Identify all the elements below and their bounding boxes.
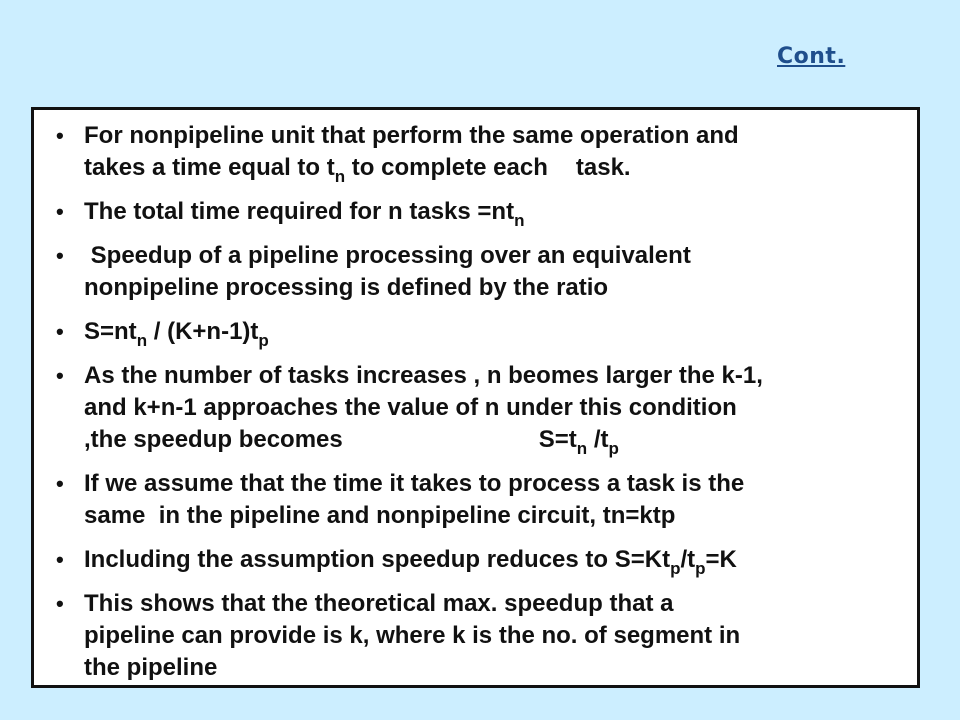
bullet-text: =K — [705, 546, 737, 573]
subscript: n — [334, 167, 346, 186]
bullet-text: For nonpipeline unit that perform the same operation and — [84, 122, 739, 149]
bullet-text: The total time required for n tasks =nt — [84, 198, 515, 225]
bullet-text: / (K+n-1)t — [147, 318, 259, 345]
subscript: p — [608, 439, 619, 458]
bullet-item-total-time — [54, 196, 904, 228]
bullet-marker: • — [56, 123, 64, 148]
bullet-item-speedup-reduces — [54, 544, 904, 576]
bullet-item-tasks-increase — [54, 360, 904, 456]
bullet-text: task. — [575, 154, 631, 181]
bullet-text: the pipeline — [84, 654, 218, 681]
bullet-item-speedup-formula — [54, 316, 904, 348]
bullet-text: If we assume that the time it takes to process a task is the — [84, 470, 745, 497]
bullet-text: pipeline can provide is k, where k is the no. of segment in — [84, 622, 741, 649]
bullet-marker: • — [56, 591, 64, 616]
bullet-item-speedup-definition — [54, 240, 904, 304]
bullet-text: As the number of tasks increases , n beomes larger the k-1, — [84, 362, 763, 389]
subscript: n — [576, 439, 588, 458]
subscript: n — [514, 211, 525, 230]
bullet-item-nonpipeline-unit — [54, 120, 904, 184]
subscript: p — [258, 331, 269, 350]
bullet-marker: • — [56, 199, 64, 224]
bullet-text: Including the assumption speedup reduces to S=Kt — [84, 546, 671, 573]
bullet-text: S=t — [538, 426, 577, 453]
bullet-text: to complete each — [345, 154, 548, 181]
subscript: n — [136, 331, 148, 350]
subscript: p — [670, 559, 681, 578]
bullet-text: This shows that the theoretical max. speedup that a — [84, 590, 674, 617]
bullet-text: and k+n-1 approaches the value of n under this condition — [84, 394, 737, 421]
bullet-text: takes a time equal to t — [84, 154, 335, 181]
bullet-text: same in the pipeline and nonpipeline circuit, tn=ktp — [84, 502, 676, 529]
bullet-text: /t — [680, 546, 696, 573]
bullet-text: ,the speedup becomes — [84, 426, 343, 453]
bullet-text: S=nt — [84, 318, 137, 345]
bullet-text: Speedup of a pipeline processing over an equivalent — [84, 242, 691, 269]
bullet-marker: • — [56, 319, 64, 344]
bullet-list — [54, 120, 904, 696]
content-box — [31, 107, 920, 688]
bullet-item-theoretical-max — [54, 588, 904, 684]
cont-link[interactable]: Cont. — [777, 44, 846, 69]
bullet-item-assumption — [54, 468, 904, 532]
bullet-marker: • — [56, 243, 64, 268]
bullet-text: nonpipeline processing is defined by the ratio — [84, 274, 609, 301]
subscript: p — [695, 559, 706, 578]
bullet-marker: • — [56, 363, 64, 388]
bullet-marker: • — [56, 471, 64, 496]
bullet-marker: • — [56, 547, 64, 572]
bullet-text: /t — [587, 426, 609, 453]
